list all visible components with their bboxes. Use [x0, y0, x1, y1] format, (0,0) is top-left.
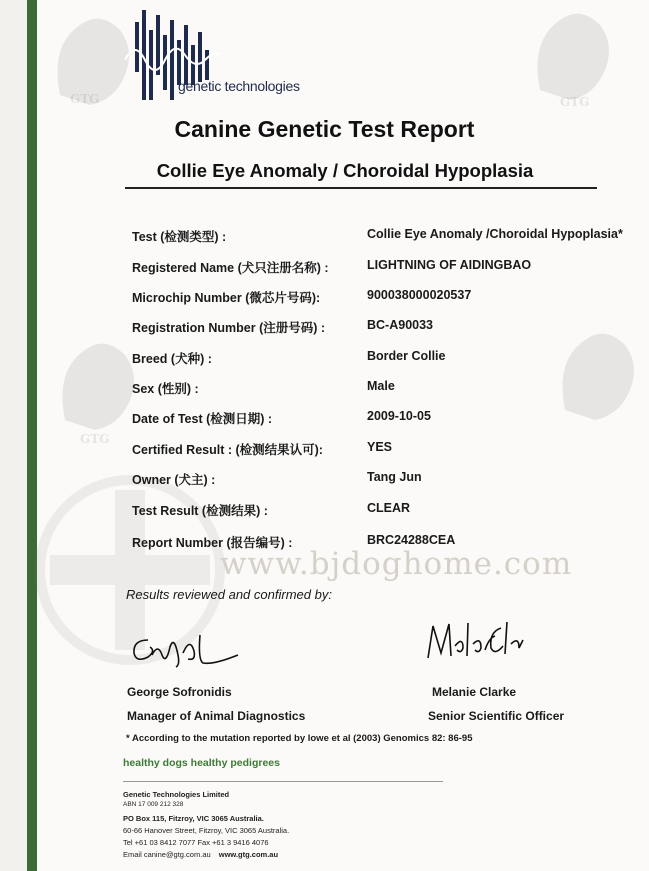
- slogan: healthy dogs healthy pedigrees: [123, 757, 280, 769]
- signature-george-sofronidis: [128, 625, 248, 670]
- field-value-breed: Border Collie: [367, 349, 446, 363]
- watermark-dog-icon: [545, 320, 649, 430]
- field-label-registration-number: Registration Number (注册号码) :: [132, 321, 326, 335]
- field-value-test-result: CLEAR: [367, 501, 411, 515]
- field-label-test-result: Test Result (检测结果) :: [132, 504, 268, 518]
- mutation-footnote: * According to the mutation reported by lowe et al (2003) Genomics 82: 86-95: [126, 733, 473, 744]
- field-label-test: Test (检测类型) :: [132, 230, 227, 244]
- field-label-breed: Breed (犬种) :: [132, 352, 212, 366]
- field-value-registered-name: LIGHTNING OF AIDINGBAO: [367, 258, 532, 272]
- reviewed-text: Results reviewed and confirmed by:: [126, 587, 332, 602]
- footer-street: 60-66 Hanover Street, Fitzroy, VIC 3065 Australia.: [123, 826, 290, 835]
- footer-website-link[interactable]: www.gtg.com.au: [218, 850, 279, 859]
- signature-melanie-clarke: [423, 618, 533, 668]
- logo-text: genetic technologies: [178, 78, 300, 94]
- field-value-certified-result: YES: [367, 440, 393, 454]
- footer-email[interactable]: Email canine@gtg.com.au: [123, 850, 211, 859]
- signatory-2-name: Melanie Clarke: [432, 685, 517, 699]
- watermark-dog-icon: [520, 0, 640, 110]
- signatory-1-role: Manager of Animal Diagnostics: [127, 709, 306, 723]
- field-value-test: Collie Eye Anomaly /Choroidal Hypoplasia*: [367, 227, 623, 241]
- field-label-date-of-test: Date of Test (检测日期) :: [132, 412, 273, 426]
- watermark-gtg-logo-1: GTG: [70, 92, 100, 106]
- watermark-gtg-logo-2: GTG: [560, 95, 590, 109]
- field-label-registered-name: Registered Name (犬只注册名称) :: [132, 261, 329, 275]
- watermark-gtg-logo-3: GTG: [80, 432, 110, 446]
- footer-tel-fax: Tel +61 03 8412 7077 Fax +61 3 9416 4076: [123, 838, 269, 847]
- footer-po-box: PO Box 115, Fitzroy, VIC 3065 Australia.: [123, 814, 264, 823]
- report-subtitle: Collie Eye Anomaly / Choroidal Hypoplasia: [156, 160, 534, 181]
- field-label-report-number: Report Number (报告编号) :: [132, 536, 293, 550]
- watermark-website: www.bjdoghome.com: [220, 546, 573, 582]
- field-value-microchip: 900038000020537: [367, 288, 472, 302]
- footer-abn: ABN 17 009 212 328: [123, 801, 184, 808]
- field-value-registration-number: BC-A90033: [367, 318, 434, 332]
- field-value-report-number: BRC24288CEA: [367, 533, 456, 547]
- field-label-sex: Sex (性别) :: [132, 382, 199, 396]
- footer-divider: [123, 781, 443, 782]
- footer-company: Genetic Technologies Limited: [123, 790, 230, 799]
- signatory-2-role: Senior Scientific Officer: [428, 709, 565, 723]
- signatory-1-name: George Sofronidis: [127, 685, 232, 699]
- genetic-technologies-logo: [125, 10, 315, 110]
- field-value-date-of-test: 2009-10-05: [367, 409, 431, 423]
- report-title: Canine Genetic Test Report: [174, 116, 475, 142]
- field-value-sex: Male: [367, 379, 395, 393]
- title-divider: [125, 187, 597, 189]
- field-label-owner: Owner (犬主) :: [132, 473, 216, 487]
- field-label-certified-result: Certified Result : (检测结果认可):: [132, 443, 323, 457]
- footer-contact: [123, 850, 278, 859]
- field-label-microchip: Microchip Number (微芯片号码):: [132, 291, 321, 305]
- field-value-owner: Tang Jun: [367, 470, 422, 484]
